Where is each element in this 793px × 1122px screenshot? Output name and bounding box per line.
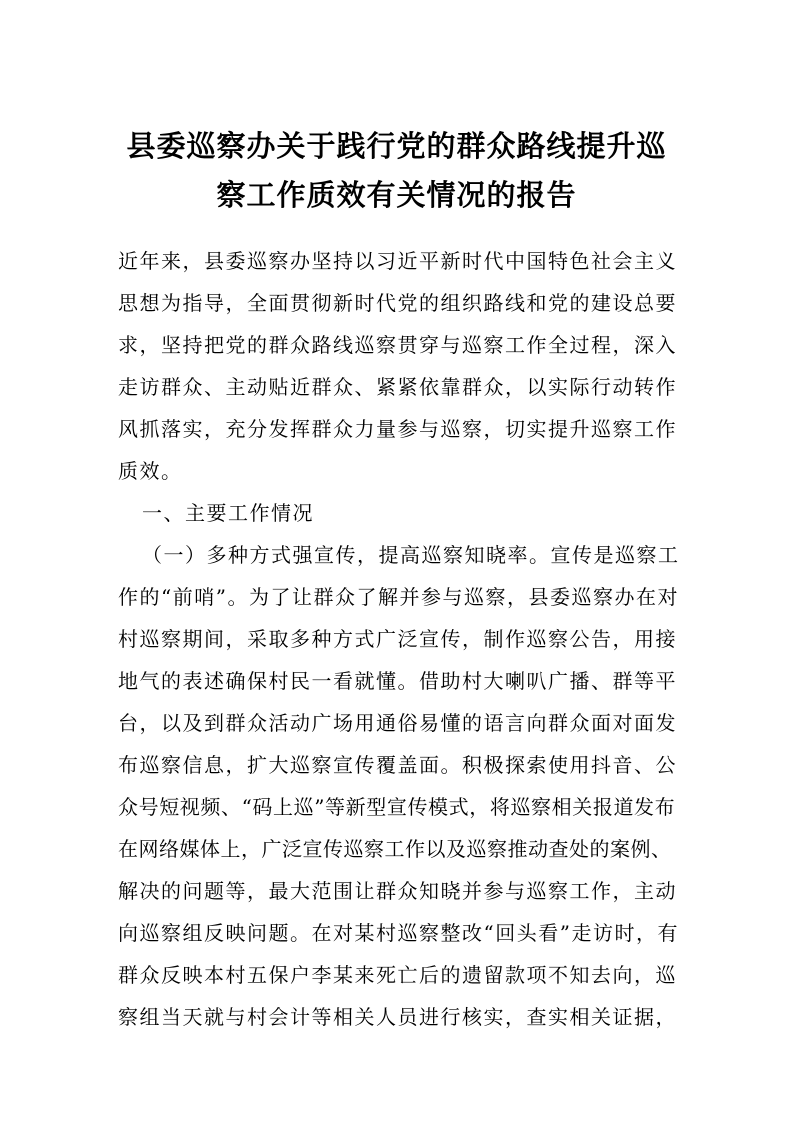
body-text-line: 求，坚持把党的群众路线巡察贯穿与巡察工作全过程，深入 (118, 333, 677, 357)
body-text-line: 在网络媒体上，广泛宣传巡察工作以及巡察推动查处的案例、 (118, 837, 672, 861)
body-text-line: 质效。 (118, 459, 183, 483)
body-text-line: 解决的问题等，最大范围让群众知晓并参与巡察工作，主动 (118, 879, 677, 903)
body-text-line: 众号短视频、“码上巡”等新型宣传模式，将巡察相关报道发布 (118, 795, 676, 819)
body-text-line: 察组当天就与村会计等相关人员进行核实，查实相关证据， (118, 1005, 677, 1029)
body-text-line: 作的“前哨”。为了让群众了解并参与巡察，县委巡察办在对 (118, 585, 679, 609)
body-text-line: 近年来，县委巡察办坚持以习近平新时代中国特色社会主义 (118, 249, 677, 273)
body-text-line: 思想为指导，全面贯彻新时代党的组织路线和党的建设总要 (118, 291, 677, 315)
body-text-line: 台，以及到群众活动广场用通俗易懂的语言向群众面对面发 (118, 711, 677, 735)
document-title-line-2: 察工作质效有关情况的报告 (216, 178, 577, 212)
body-text-line: 群众反映本村五保户李某来死亡后的遗留款项不知去向，巡 (118, 963, 677, 987)
document-title-line-1: 县委巡察办关于践行党的群众路线提升巡 (126, 129, 667, 163)
body-text-line: 村巡察期间，采取多种方式广泛宣传，制作巡察公告，用接 (118, 627, 677, 651)
body-text-line: 走访群众、主动贴近群众、紧紧依靠群众，以实际行动转作 (118, 375, 677, 399)
body-text-line: 风抓落实，充分发挥群众力量参与巡察，切实提升巡察工作 (118, 417, 677, 441)
body-text-line: 布巡察信息，扩大巡察宣传覆盖面。积极探索使用抖音、公 (118, 753, 677, 777)
body-text-line: 地气的表述确保村民一看就懂。借助村大喇叭广播、群等平 (118, 669, 677, 693)
body-text-line: 向巡察组反映问题。在对某村巡察整改“回头看”走访时，有 (118, 921, 679, 945)
subsection-heading-line: （一）多种方式强宣传，提高巡察知晓率。宣传是巡察工 (142, 543, 680, 567)
section-heading: 一、主要工作情况 (142, 501, 314, 525)
